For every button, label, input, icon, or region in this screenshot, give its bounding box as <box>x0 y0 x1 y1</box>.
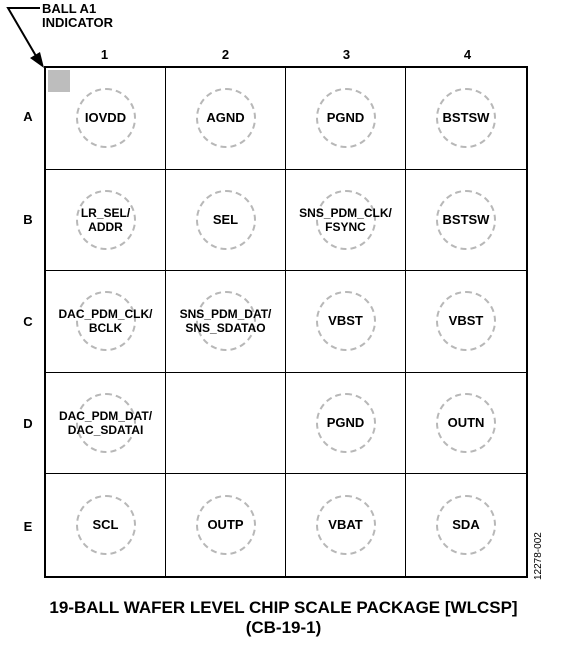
cell-B3 <box>286 170 406 272</box>
column-header-4: 4 <box>463 47 472 62</box>
cell-E2 <box>166 474 286 576</box>
cell-D4 <box>406 373 526 475</box>
ball-label-C4: VBST <box>448 313 484 329</box>
row-header-D: D <box>23 416 33 432</box>
row-header-C: C <box>23 314 33 329</box>
cell-A2 <box>166 68 286 170</box>
indicator-line-2: INDICATOR <box>42 15 114 30</box>
ball-label-D1: DAC_PDM_DAT/ DAC_SDATAI <box>58 409 153 438</box>
column-header-2: 2 <box>221 47 230 62</box>
column-header-1: 1 <box>100 47 109 62</box>
cell-B2 <box>166 170 286 272</box>
cell-E4 <box>406 474 526 576</box>
ball-label-E1: SCL <box>92 517 119 533</box>
package-title <box>0 598 567 638</box>
row-header-A: A <box>23 109 33 125</box>
indicator-line-1: BALL A1 <box>42 1 97 16</box>
ball-label-D3: PGND <box>326 415 365 431</box>
cell-A1 <box>46 68 166 170</box>
ball-label-C2: SNS_PDM_DAT/ SNS_SDATAO <box>179 307 272 336</box>
cell-C4 <box>406 271 526 373</box>
ball-label-C1: DAC_PDM_CLK/ BCLK <box>58 307 153 336</box>
ball-label-A3: PGND <box>326 110 365 126</box>
ball-label-D4: OUTN <box>447 415 485 431</box>
cell-E3 <box>286 474 406 576</box>
cell-C1 <box>46 271 166 373</box>
cell-D2 <box>166 373 286 475</box>
cell-B1 <box>46 170 166 272</box>
ball-label-B3: SNS_PDM_CLK/ FSYNC <box>299 205 392 234</box>
ball-label-E2: OUTP <box>207 517 244 533</box>
cell-B4 <box>406 170 526 272</box>
a1-corner-marker <box>48 70 70 92</box>
row-header-B: B <box>23 211 33 227</box>
cell-D1 <box>46 373 166 475</box>
ball-label-A4: BSTSW <box>442 110 490 126</box>
ball-label-C3: VBST <box>328 313 363 329</box>
package-title-line-2: (CB-19-1) <box>245 618 322 637</box>
ball-label-B1: LR_SEL/ ADDR <box>80 205 131 234</box>
document-id-text: 12278-002 <box>533 532 544 580</box>
cell-D3 <box>286 373 406 475</box>
cell-C2 <box>166 271 286 373</box>
ball-label-A1: IOVDD <box>84 110 127 126</box>
cell-E1 <box>46 474 166 576</box>
ball-a1-arrow-icon <box>0 0 60 70</box>
ball-label-E4: SDA <box>452 517 480 533</box>
ball-label-E3: VBAT <box>328 517 363 533</box>
cell-A4 <box>406 68 526 170</box>
ball-label-A2: AGND <box>206 110 245 126</box>
row-header-E: E <box>23 518 33 534</box>
ball-label-B4: BSTSW <box>442 211 490 227</box>
cell-A3 <box>286 68 406 170</box>
package-title-line-1: 19-BALL WAFER LEVEL CHIP SCALE PACKAGE [WLCSP] <box>49 598 518 617</box>
column-header-3: 3 <box>342 47 351 62</box>
cell-C3 <box>286 271 406 373</box>
ball-label-B2: SEL <box>212 211 239 227</box>
ball-grid <box>44 66 528 578</box>
